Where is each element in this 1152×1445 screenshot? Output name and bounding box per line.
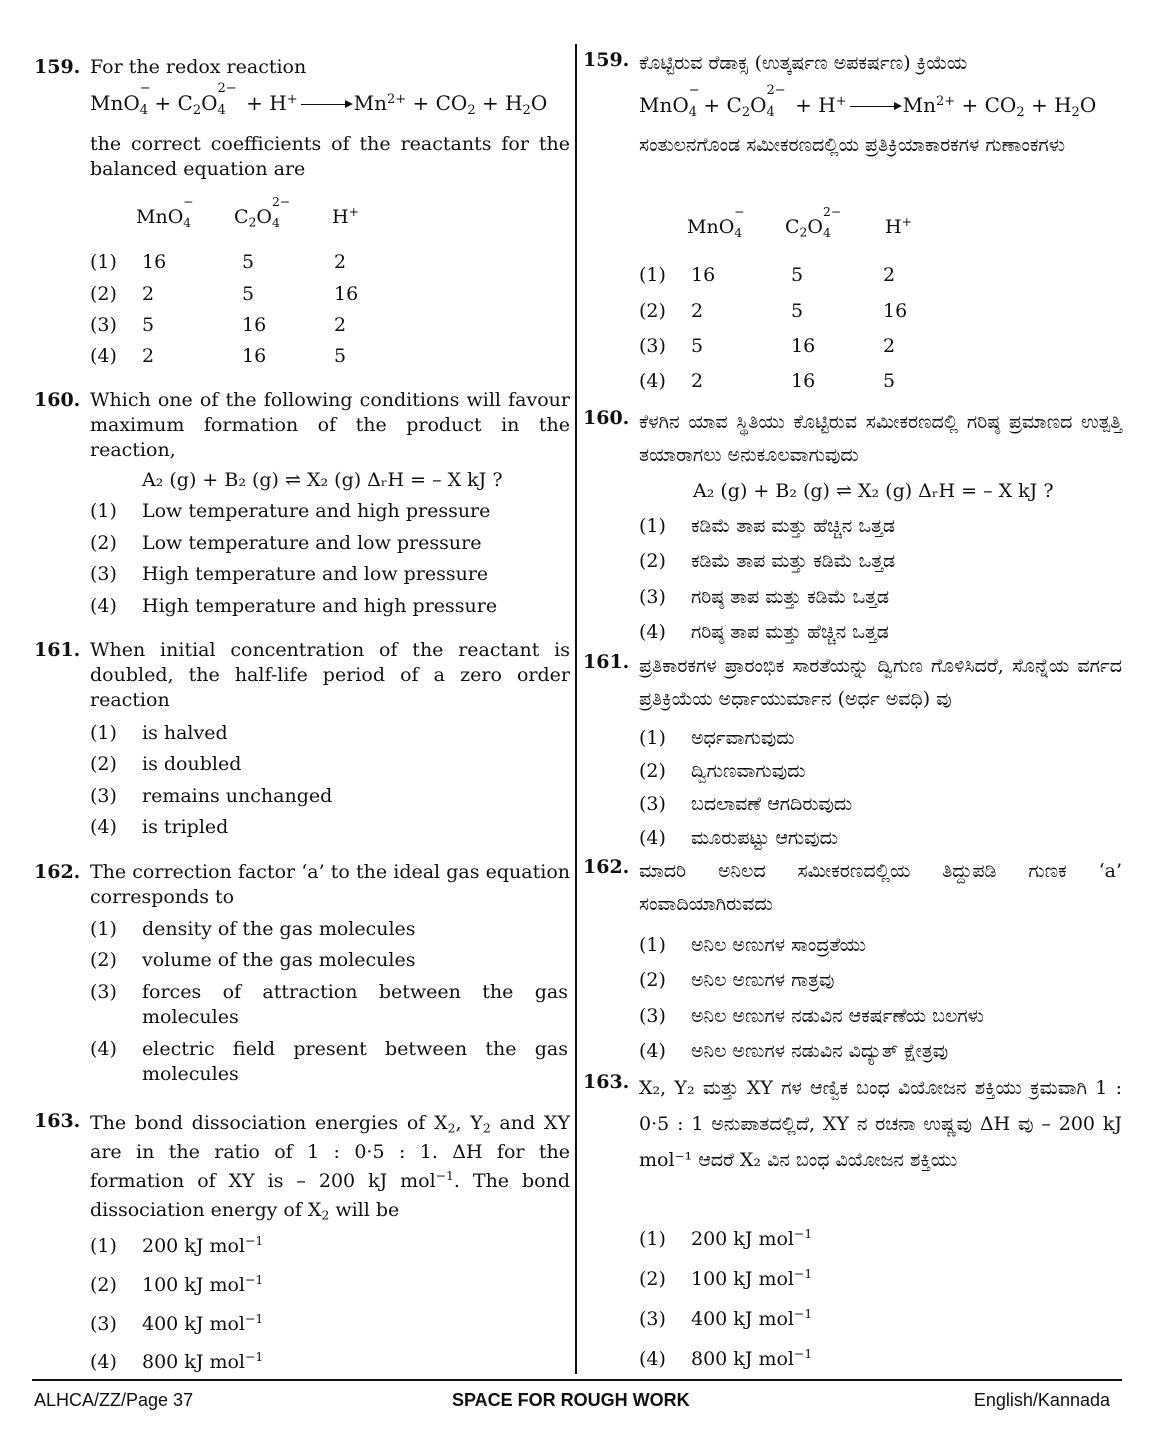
- question-body: [90, 638, 570, 713]
- header-mno4: MnO $_{- 4}$: [136, 194, 194, 230]
- question-text: ಮಾದರಿ ಅನಿಲದ ಸಮೀಕರಣದಲ್ಲಿಯ ತಿದ್ದುಪಡಿ ಗುಣಕ ‘a’ ಸಂವಾದಿಯಾಗಿರುವದು: [639, 860, 1122, 915]
- question-body: [639, 855, 1122, 921]
- question-number: 161.: [583, 651, 630, 673]
- question-number: 160.: [34, 389, 81, 411]
- question-number: 161.: [34, 639, 81, 661]
- rough-work-label: SPACE FOR ROUGH WORK: [452, 1390, 690, 1410]
- header-c2o4: $C_2O$ $_{2- 4}$: [785, 204, 842, 240]
- question-text: ಕೊಟ್ಟಿರುವ ರೆಡಾಕ್ಸ (ಉತ್ಕರ್ಷಣ ಅಪಕರ್ಷಣ) ಕ್ರಿಯೆಯ: [639, 52, 968, 74]
- question-text: X₂, Y₂ ಮತ್ತು XY ಗಳ ಆಣ್ವಿಕ ಬಂಧ ವಿಯೋಜನ ಶಕ್ತಿಯು ಕ್ರಮವಾಗಿ 1 : 0·5 : 1 ಅನುಪಾತದಲ್ಲಿದೆ, XY ನ ರಚನಾ ಉಷ್ಣವು ΔH ವು – 200 kJ mol⁻¹ ಆದರೆ X₂ ವಿನ ಬಂಧ ವಿಯೋಜನ ಶಕ್ತಿಯು: [639, 1077, 1122, 1171]
- question-text: When initial concentration of the reactant is doubled, the half-life period of a zero order reaction: [90, 639, 570, 711]
- question-text: For the redox reaction: [90, 56, 307, 78]
- question-number: 159.: [34, 56, 81, 78]
- column-divider: [575, 44, 577, 1374]
- question-body: [90, 860, 570, 910]
- reaction-arrow: [850, 106, 900, 107]
- redox-equation: MnO $_{- 4} + C_2O$ $_{2- 4}$ + H+ $Mn^{2+} + CO_2 + H_2O$: [90, 80, 548, 118]
- question-number: 163.: [583, 1071, 630, 1093]
- question-body: [90, 388, 570, 463]
- question-text: Which one of the following conditions will favour maximum formation of the product in the reaction,: [90, 389, 570, 461]
- footer-rule: [32, 1379, 1122, 1381]
- question-number: 159.: [583, 49, 630, 71]
- question-body: [639, 1070, 1122, 1178]
- header-c2o4: $C_2O$ $_{2- 4}$: [234, 194, 291, 230]
- header-h-plus: H+: [885, 215, 912, 238]
- question-number: 162.: [34, 861, 81, 883]
- question-text: The correction factor ‘a’ to the ideal gas equation corresponds to: [90, 861, 570, 908]
- question-text: The bond dissociation energies of $X_2$, $Y_2$ and XY are in the ratio of 1 : 0·5 : 1. ΔH for the formation of XY is – 200 kJ mol$^{-1}$. The bond dissociation energy of $X_2$ will be: [90, 1112, 570, 1223]
- question-text-continued: the correct coefficients of the reactants for the balanced equation are: [90, 133, 570, 180]
- reaction-arrow: [301, 104, 351, 105]
- question-number: 160.: [583, 407, 630, 429]
- exam-page: 159. For the redox reaction MnO $_{- 4} + C_2O$ $_{2- 4}$ + H+ $Mn^{2+} + CO_2 + H_2O$ the correct coefficients of the reactants for the balanced equation are MnO $_{- 4}$ $C_2O$ $_{2- 4}$ H+ (1) 16 5 2 (2) 2 5 16 (3) 5 16 2 (4) 2 16 5 160. Which one of the following conditions will favour maximum formation of the product in the reaction, A₂ (g) + B₂ (g) ⇌ X₂ (g) ΔᵣH = – X kJ ? (1) Low temperature and high pressure (2) Low temperature and low pressure (3) High temperature and low pressure (4) High temperature and high pressure 161. When initial concentration of the reactant is doubled, the half-life period of a zero order reaction (1) is halved (2) is doubled (3) remains unchanged (4) is tripled 162. The correction factor ‘a’ to the ideal gas equation corresponds to (1) density of the gas molecules (2) volume of the gas molecules (3) forces of attraction between the gas molecules (4) electric field present between the gas molecules 163. The bond dissociation energies of $X_2$, $Y_2$ and XY are in the ratio of 1 : 0·5 : 1. ΔH for the formation of XY is – 200 kJ mol$^{-1}$. The bond dissociation energy of $X_2$ will be (1) 200 kJ mol$^{-1}$ (2) 100 kJ mol$^{-1}$ (3) 400 kJ mol$^{-1}$ (4) 800 kJ mol$^{-1}$ 159. ಕೊಟ್ಟಿರುವ ರೆಡಾಕ್ಸ (ಉತ್ಕರ್ಷಣ ಅಪಕರ್ಷಣ) ಕ್ರಿಯೆಯ MnO $_{- 4} + C_2O$ $_{2- 4}$ + H+ $Mn^{2+} + CO_2 + H_2O$ ಸಂತುಲನಗೊಂಡ ಸಮೀಕರಣದಲ್ಲಿಯ ಪ್ರತಿಕ್ರಿಯಾಕಾರಕಗಳ ಗುಣಾಂಕಗಳು MnO $_{- 4}$ $C_2O$ $_{2- 4}$ H+ (1) 16 5 2 (2) 2 5 16 (3) 5 16 2 (4) 2 16 5 160. ಕೆಳಗಿನ ಯಾವ ಸ್ಥಿತಿಯು ಕೊಟ್ಟಿರುವ ಸಮೀಕರಣದಲ್ಲಿ ಗರಿಷ್ಠ ಪ್ರಮಾಣದ ಉತ್ಪತ್ತಿ ತಯಾರಾಗಲು ಅನುಕೂಲವಾಗುವುದು A₂ (g) + B₂ (g) ⇌ X₂ (g) ΔᵣH = – X kJ ? (1) ಕಡಿಮೆ ತಾಪ ಮತ್ತು ಹೆಚ್ಚಿನ ಒತ್ತಡ (2) ಕಡಿಮೆ ತಾಪ ಮತ್ತು ಕಡಿಮೆ ಒತ್ತಡ (3) ಗರಿಷ್ಠ ತಾಪ ಮತ್ತು ಕಡಿಮೆ ಒತ್ತಡ (4) ಗರಿಷ್ಠ ತಾಪ ಮತ್ತು ಹೆಚ್ಚಿನ ಒತ್ತಡ 161. ಪ್ರತಿಕಾರಕಗಳ ಪ್ರಾರಂಭಿಕ ಸಾರತೆಯನ್ನು ದ್ವಿಗುಣ ಗೊಳಿಸಿದರೆ, ಸೊನ್ನೆಯ ವರ್ಗದ ಪ್ರತಿಕ್ರಿಯೆಯ ಅರ್ಧಾಯುರ್ಮಾನ (ಅರ್ಧ ಅವಧಿ) ವು (1) ಅರ್ಧವಾಗುವುದು (2) ದ್ವಿಗುಣವಾಗುವುದು (3) ಬದಲಾವಣೆ ಆಗದಿರುವುದು (4) ಮೂರುಪಟ್ಟು ಆಗುವುದು 162. ಮಾದರಿ ಅನಿಲದ ಸಮೀಕರಣದಲ್ಲಿಯ ತಿದ್ದುಪಡಿ ಗುಣಕ ‘a’ ಸಂವಾದಿಯಾಗಿರುವದು (1) ಅನಿಲ ಅಣುಗಳ ಸಾಂದ್ರತೆಯು (2) ಅನಿಲ ಅಣುಗಳ ಗಾತ್ರವು (3) ಅನಿಲ ಅಣುಗಳ ನಡುವಿನ ಆಕರ್ಷಣೆಯ ಬಲಗಳು (4) ಅನಿಲ ಅಣುಗಳ ನಡುವಿನ ವಿದ್ಯುತ್ ಕ್ಷೇತ್ರವು 163. X₂, Y₂ ಮತ್ತು XY ಗಳ ಆಣ್ವಿಕ ಬಂಧ ವಿಯೋಜನ ಶಕ್ತಿಯು ಕ್ರಮವಾಗಿ 1 : 0·5 : 1 ಅನುಪಾತದಲ್ಲಿದೆ, XY ನ ರಚನಾ ಉಷ್ಣವು ΔH ವು – 200 kJ mol⁻¹ ಆದರೆ X₂ ವಿನ ಬಂಧ ವಿಯೋಜನ ಶಕ್ತಿಯು (1) 200 kJ mol$^{-1}$ (2) 100 kJ mol$^{-1}$ (3) 400 kJ mol$^{-1}$ (4) 800 kJ mol$^{-1}$ ALHCA/ZZ/Page 37 SPACE FOR ROUGH WORK English/Kannada: [0, 0, 1152, 1445]
- header-mno4: MnO $_{- 4}$: [687, 204, 745, 240]
- question-text: ಕೆಳಗಿನ ಯಾವ ಸ್ಥಿತಿಯು ಕೊಟ್ಟಿರುವ ಸಮೀಕರಣದಲ್ಲಿ ಗರಿಷ್ಠ ಪ್ರಮಾಣದ ಉತ್ಪತ್ತಿ ತಯಾರಾಗಲು ಅನುಕೂಲವಾಗುವುದು: [639, 411, 1122, 466]
- header-h-plus: H+: [332, 205, 359, 228]
- question-body: [90, 1109, 570, 1225]
- question-body: [639, 650, 1122, 716]
- question-body: [639, 48, 1122, 78]
- question-body: [90, 55, 570, 80]
- equilibrium-equation: A₂ (g) + B₂ (g) ⇌ X₂ (g) ΔᵣH = – X kJ ?: [142, 469, 503, 491]
- question-number: 163.: [34, 1110, 81, 1132]
- question-text-continued: ಸಂತುಲನಗೊಂಡ ಸಮೀಕರಣದಲ್ಲಿಯ ಪ್ರತಿಕ್ರಿಯಾಕಾರಕಗಳ ಗುಣಾಂಕಗಳು: [639, 134, 1066, 156]
- question-text: ಪ್ರತಿಕಾರಕಗಳ ಪ್ರಾರಂಭಿಕ ಸಾರತೆಯನ್ನು ದ್ವಿಗುಣ ಗೊಳಿಸಿದರೆ, ಸೊನ್ನೆಯ ವರ್ಗದ ಪ್ರತಿಕ್ರಿಯೆಯ ಅರ್ಧಾಯುರ್ಮಾನ (ಅರ್ಧ ಅವಧಿ) ವು: [639, 655, 1122, 710]
- page-code: ALHCA/ZZ/Page 37: [34, 1390, 194, 1410]
- question-number: 162.: [583, 856, 630, 878]
- question-body: [639, 406, 1122, 472]
- redox-equation: MnO $_{- 4} + C_2O$ $_{2- 4}$ + H+ $Mn^{2+} + CO_2 + H_2O$: [639, 82, 1097, 120]
- language-label: English/Kannada: [973, 1390, 1110, 1410]
- equilibrium-equation: A₂ (g) + B₂ (g) ⇌ X₂ (g) ΔᵣH = – X kJ ?: [693, 480, 1054, 502]
